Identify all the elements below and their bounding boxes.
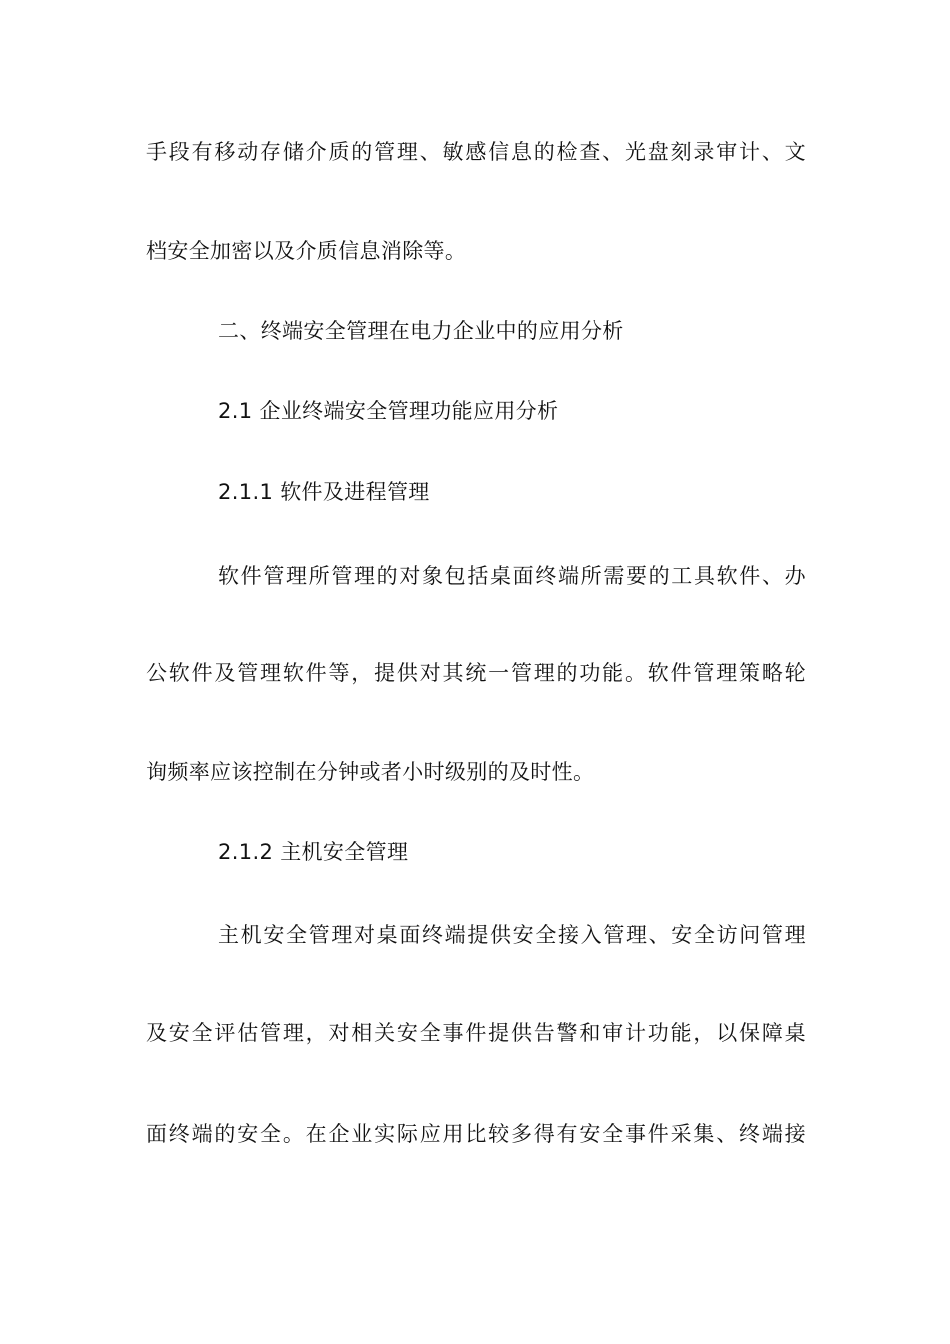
subsection-heading: 2.1 企业终端安全管理功能应用分析 [218,399,559,423]
paragraph-line: 公软件及管理软件等，提供对其统一管理的功能。软件管理策略轮 [146,661,806,685]
subsubsection-heading: 2.1.2 主机安全管理 [218,840,409,864]
section-heading: 二、终端安全管理在电力企业中的应用分析 [218,319,624,343]
subsubsection-heading: 2.1.1 软件及进程管理 [218,480,430,504]
paragraph-line: 询频率应该控制在分钟或者小时级别的及时性。 [146,760,595,784]
paragraph-line: 面终端的安全。在企业实际应用比较多得有安全事件采集、终端接 [146,1122,806,1146]
paragraph-line: 手段有移动存储介质的管理、敏感信息的检查、光盘刻录审计、文 [146,140,806,164]
paragraph-line: 档安全加密以及介质信息消除等。 [146,239,467,263]
paragraph-line: 及安全评估管理，对相关安全事件提供告警和审计功能，以保障桌 [146,1021,806,1045]
paragraph-line: 主机安全管理对桌面终端提供安全接入管理、安全访问管理 [218,923,806,947]
paragraph-line: 软件管理所管理的对象包括桌面终端所需要的工具软件、办 [218,564,806,588]
